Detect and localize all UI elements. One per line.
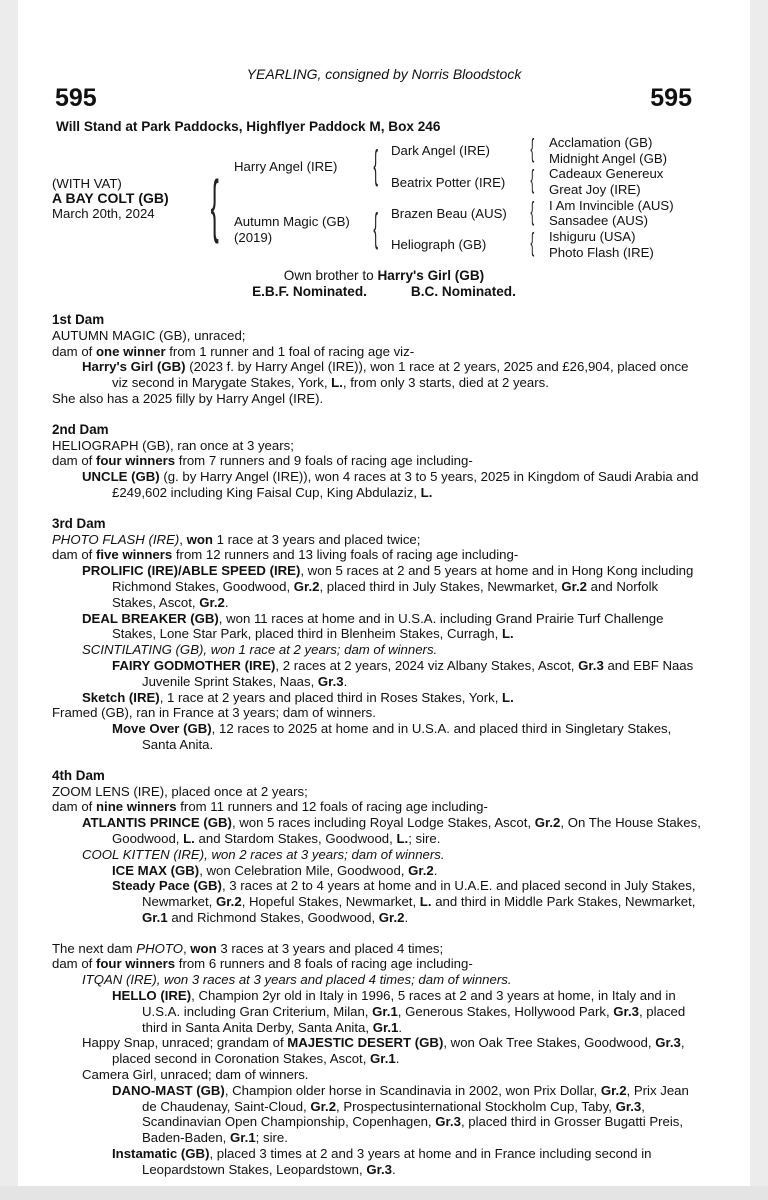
- nomination-line: [0, 284, 768, 299]
- page-bottom-edge: [0, 1186, 768, 1200]
- next-dam-grandchild-instamatic: Instamatic (GB), placed 3 times at 2 and 3 years at home and in France including second in Leopardstown Stakes, Leopardstown, Gr.3.: [112, 1146, 652, 1177]
- pedigree-dsd: Sansadee (AUS): [549, 213, 648, 228]
- dam4-grandchild-steady-pace: Steady Pace (GB), 3 races at 2 to 4 years at home and in U.A.E. and placed second in July Stakes, Newmarket, Gr.2, Hopeful Stakes, Newmarket, L. and third in Middle Park Stakes, Newmarket, Gr.1 and Richmond Stakes, Goodwood, Gr.2.: [112, 878, 696, 925]
- pedigree-dam-year: (2019): [234, 230, 273, 245]
- dam4-produce-line: dam of nine winners from 11 runners and 12 foals of racing age including-: [52, 799, 488, 815]
- pedigree-sire: Harry Angel (IRE): [234, 159, 338, 174]
- pedigree-ddd: Photo Flash (IRE): [549, 245, 654, 260]
- pedigree-dam-sire: Brazen Beau (AUS): [391, 206, 507, 221]
- lot-number-left: 595: [55, 84, 97, 112]
- dam4-runner-atlantis-prince: ATLANTIS PRINCE (GB), won 5 races including Royal Lodge Stakes, Ascot, Gr.2, On The House Stakes, Goodwood, L. and Stardom Stakes, Goodwood, L.; sire.: [82, 815, 701, 846]
- dam-line-brace: {: [373, 206, 379, 250]
- lot-number-right: 595: [650, 84, 692, 112]
- dam4-line: ZOOM LENS (IRE), placed once at 2 years;: [52, 783, 308, 799]
- next-dam-line: The next dam PHOTO, won 3 races at 3 years and placed 4 times;: [52, 940, 444, 956]
- pedigree-dds: Ishiguru (USA): [549, 229, 636, 244]
- gen3-brace-1: {: [530, 133, 535, 163]
- ebf-nominated: E.B.F. Nominated.: [252, 284, 367, 299]
- own-brother-note: Own brother to Harry's Girl (GB): [283, 268, 485, 283]
- foaling-date: March 20th, 2024: [52, 206, 155, 221]
- dam3-produce-line: dam of five winners from 12 runners and 13 living foals of racing age including-: [52, 547, 519, 563]
- consignor-line: YEARLING, consigned by Norris Bloodstock: [246, 66, 522, 82]
- next-dam-daughter-itqan: ITQAN (IRE), won 3 races at 3 years and placed 4 times; dam of winners.: [82, 972, 512, 988]
- pedigree-sire-dam: Beatrix Potter (IRE): [391, 175, 506, 190]
- gen3-brace-4: {: [530, 227, 535, 257]
- produce-record: [52, 312, 702, 1178]
- dam2-line: HELIOGRAPH (GB), ran once at 3 years;: [52, 437, 294, 453]
- pedigree-main-brace: {: [210, 166, 219, 244]
- dam3-runner-prolific: PROLIFIC (IRE)/ABLE SPEED (IRE), won 5 races at 2 and 5 years at home and in Hong Kong including Richmond Stakes, Goodwood, Gr.2, placed third in July Stakes, Newmarket, Gr.2 and Norfolk Stakes, Ascot, Gr.2.: [82, 563, 694, 610]
- dam3-daughter-scintilating: SCINTILATING (GB), won 1 race at 2 years; dam of winners.: [82, 642, 438, 658]
- dam1-runner: Harry's Girl (GB) (2023 f. by Harry Angel (IRE)), won 1 race at 2 years, 2025 and £26,904, placed once viz second in Marygate Stakes, York, L., from only 3 starts, died at 2 years.: [82, 359, 689, 391]
- dam1-line: AUTUMN MAGIC (GB), unraced;: [52, 327, 246, 343]
- pedigree-dam-dam: Heliograph (GB): [391, 237, 487, 252]
- section-heading-4th-dam: 4th Dam: [52, 767, 105, 783]
- pedigree-sss: Acclamation (GB): [549, 135, 653, 150]
- dam4-grandchild-ice-max: ICE MAX (GB), won Celebration Mile, Goodwood, Gr.2.: [112, 862, 438, 878]
- dam3-daughter-framed: Framed (GB), ran in France at 3 years; dam of winners.: [52, 705, 376, 721]
- gen3-brace-2: {: [530, 164, 535, 194]
- section-heading-1st-dam: 1st Dam: [52, 312, 105, 327]
- dam3-runner-deal-breaker: DEAL BREAKER (GB), won 11 races at home and in U.S.A. including Grand Prairie Turf Challenge Stakes, Lone Star Park, placed third in Blenheim Stakes, Curragh, L.: [82, 610, 664, 642]
- next-dam-produce-line: dam of four winners from 6 runners and 8 foals of racing age including-: [52, 956, 473, 972]
- vat-note: (WITH VAT): [52, 176, 122, 191]
- dam3-line: PHOTO FLASH (IRE), won 1 race at 3 years and placed twice;: [52, 531, 421, 547]
- section-heading-2nd-dam: 2nd Dam: [52, 421, 109, 437]
- lot-horse-name: A BAY COLT (GB): [52, 190, 169, 206]
- pedigree-sdd: Great Joy (IRE): [549, 182, 641, 197]
- dam1-extra: She also has a 2025 filly by Harry Angel (IRE).: [52, 390, 324, 406]
- gen3-brace-3: {: [530, 196, 535, 226]
- dam1-produce-line: dam of one winner from 1 runner and 1 foal of racing age viz-: [52, 343, 415, 359]
- pedigree-dam: Autumn Magic (GB): [234, 214, 350, 229]
- next-dam-daughter-camera-girl: Camera Girl, unraced; dam of winners.: [82, 1067, 309, 1083]
- next-dam-grandchild-hello: HELLO (IRE), Champion 2yr old in Italy in 1996, 5 races at 2 and 3 years at home, in Italy and in U.S.A. including Gran Criterium, Milan, Gr.1, Generous Stakes, Hollywood Park, Gr.3, placed third in Santa Anita Derby, Santa Anita, Gr.1.: [112, 988, 686, 1035]
- sire-line-brace: {: [373, 143, 379, 187]
- dam3-grandchild-fairy-godmother: FAIRY GODMOTHER (IRE), 2 races at 2 years, 2024 viz Albany Stakes, Ascot, Gr.3 and EBF Naas Juvenile Sprint Stakes, Naas, Gr.3.: [112, 657, 694, 689]
- dam3-grandchild-sketch: Sketch (IRE), 1 race at 2 years and placed third in Roses Stakes, York, L.: [82, 689, 514, 705]
- pedigree-ssd: Midnight Angel (GB): [549, 151, 668, 166]
- dam2-produce-line: dam of four winners from 7 runners and 9 foals of racing age including-: [52, 453, 473, 469]
- dam4-daughter-cool-kitten: COOL KITTEN (IRE), won 2 races at 3 years; dam of winners.: [82, 846, 445, 862]
- next-dam-grandchild-dano-mast: DANO-MAST (GB), Champion older horse in Scandinavia in 2002, won Prix Dollar, Gr.2, Prix Jean de Chaudenay, Saint-Cloud, Gr.2, Prospectusinternational Stockholm Cup, Taby, Gr.3, Scandinavian Open Championship, Copenhagen, Gr.3, placed third in Grosser Bugatti Preis, Baden-Baden, Gr.1; sire.: [112, 1082, 689, 1146]
- dam2-runner: UNCLE (GB) (g. by Harry Angel (IRE)), won 4 races at 3 to 5 years, 2025 in Kingdom of Saudi Arabia and £249,602 including King Faisal Cup, King Abdulaziz, L.: [82, 469, 699, 500]
- pedigree-sire-sire: Dark Angel (IRE): [391, 143, 490, 158]
- section-heading-3rd-dam: 3rd Dam: [52, 515, 106, 531]
- stand-location: Will Stand at Park Paddocks, Highflyer Paddock M, Box 246: [56, 119, 441, 134]
- dam3-grandchild-move-over: Move Over (GB), 12 races to 2025 at home and in U.S.A. and placed third in Singletary Stakes, Santa Anita.: [112, 721, 672, 752]
- next-dam-daughter-happy-snap: Happy Snap, unraced; grandam of MAJESTIC DESERT (GB), won Oak Tree Stakes, Goodwood, Gr.3, placed second in Coronation Stakes, Ascot, Gr.1.: [82, 1035, 685, 1067]
- pedigree-sds: Cadeaux Genereux: [549, 166, 664, 181]
- bc-nominated: B.C. Nominated.: [410, 284, 516, 299]
- pedigree-dss: I Am Invincible (AUS): [549, 198, 674, 213]
